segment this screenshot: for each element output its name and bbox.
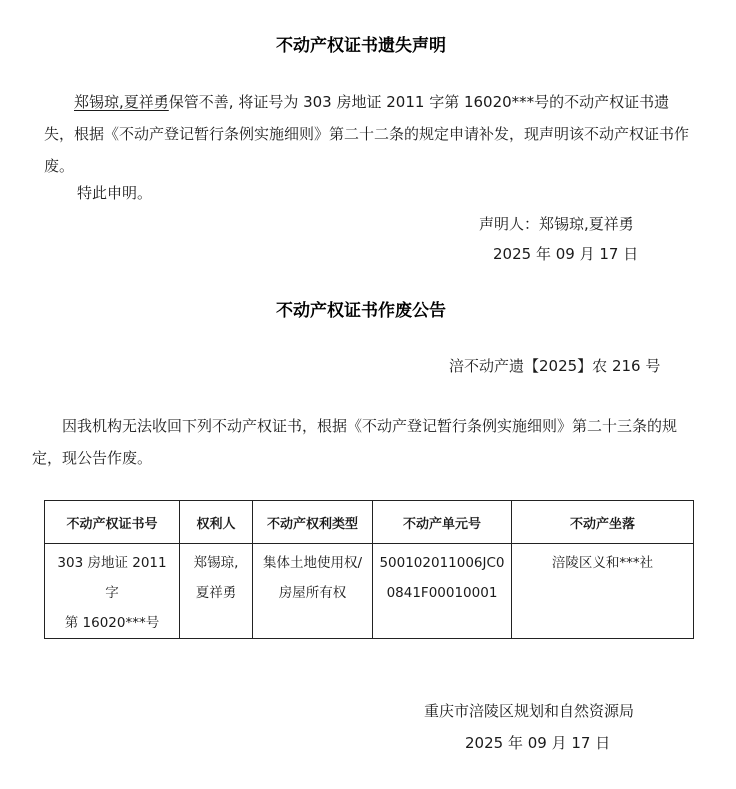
issuer-name: 重庆市涪陵区规划和自然资源局: [424, 702, 635, 720]
cell-cert-no: [45, 544, 180, 639]
declarant-signature: 声明人：郑锡琼,夏祥勇: [479, 215, 634, 233]
unit-no-line-2: 0841F00010001: [386, 585, 498, 601]
header-holder: 权利人: [180, 501, 253, 544]
announcement-title: 不动产权证书作废公告: [276, 301, 446, 321]
declaration-holders: 郑锡琼,夏祥勇: [74, 93, 169, 111]
right-type-line-1: 集体土地使用权/: [262, 555, 363, 571]
declaration-date: 2025 年 09 月 17 日: [493, 245, 639, 263]
holder-line-1: 郑锡琼,: [193, 555, 239, 571]
cell-holder: [180, 544, 253, 639]
declaration-body: [44, 86, 698, 182]
right-type-line-2: 房屋所有权: [278, 585, 347, 601]
header-right-type: 不动产权利类型: [253, 501, 373, 544]
cert-no-line-1: 303 房地证 2011 字: [57, 555, 167, 601]
cert-no-line-2: 第 16020***号: [64, 615, 160, 631]
header-location: 不动产坐落: [512, 501, 694, 544]
cell-location: [512, 544, 694, 639]
announcement-body: 因我机构无法收回下列不动产权证书，根据《不动产登记暂行条例实施细则》第二十三条的规定，现公告作废。: [32, 417, 678, 467]
header-unit-no: 不动产单元号: [373, 501, 512, 544]
void-certificate-table: [44, 500, 694, 639]
holder-line-2: 夏祥勇: [195, 585, 237, 601]
table-header-row: [45, 501, 694, 544]
location-line-1: 涪陵区义和***社: [551, 555, 654, 571]
declaration-closing: 特此申明。: [77, 184, 153, 202]
declaration-title: 不动产权证书遗失声明: [276, 36, 446, 56]
unit-no-line-1: 500102011006JC0: [379, 555, 505, 571]
announcement-date: 2025 年 09 月 17 日: [465, 734, 611, 752]
table-row: [45, 544, 694, 639]
announcement-doc-number: 涪不动产遗【2025】农 216 号: [449, 357, 661, 375]
header-cert-no: 不动产权证书号: [45, 501, 180, 544]
cell-right-type: [253, 544, 373, 639]
cell-unit-no: [373, 544, 512, 639]
declaration-body-text: 保管不善, 将证号为 303 房地证 2011 字第 16020***号的不动产权证书遗失，根据《不动产登记暂行条例实施细则》第二十二条的规定申请补发，现声明该不动产权证书作废。: [44, 93, 690, 175]
